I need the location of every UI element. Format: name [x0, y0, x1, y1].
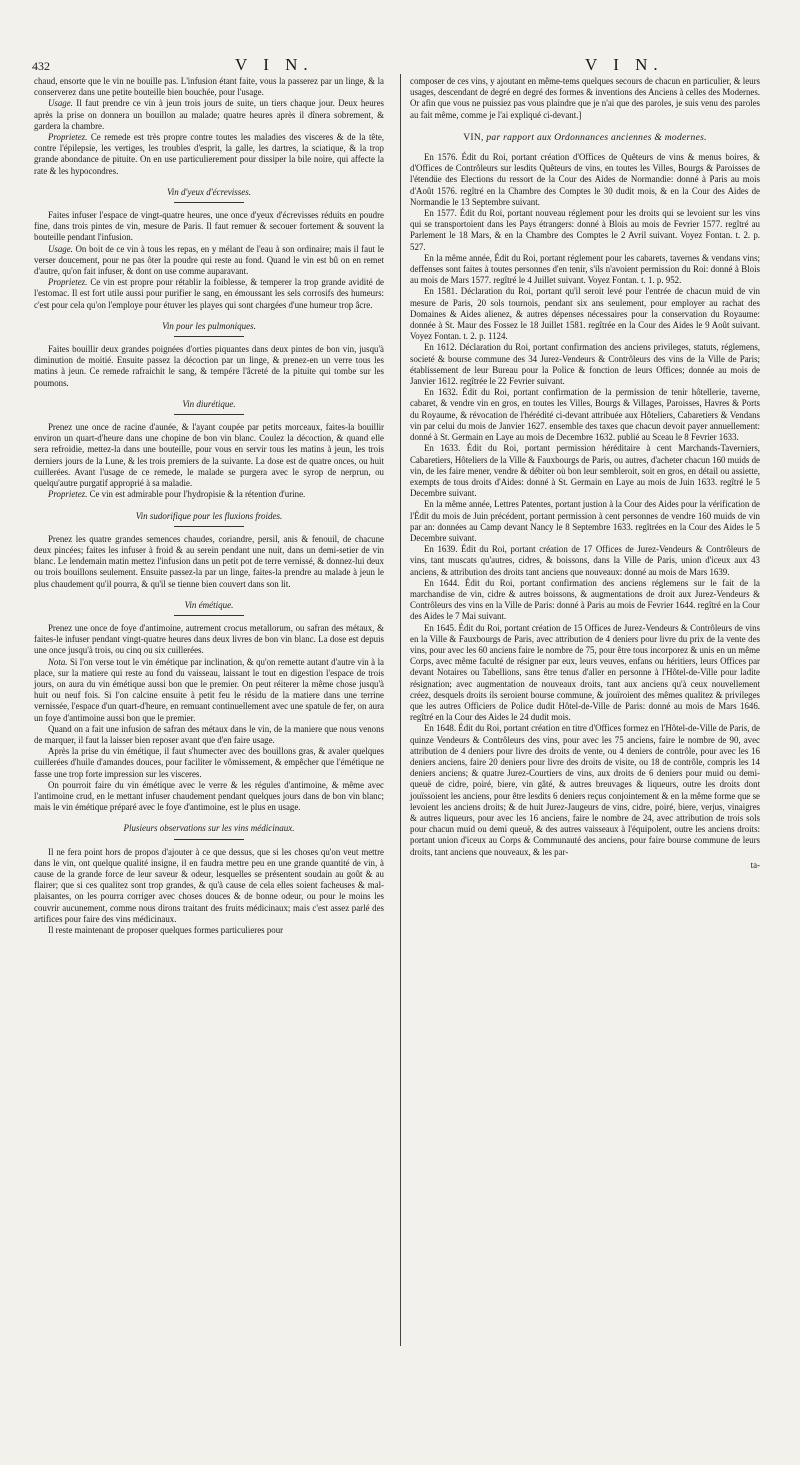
paragraph: Il ne fera point hors de propos d'ajouter à ce que dessus, que si les choses qu'on veut mettre dans le vin, ont quelque qualité insigne, il en faudra mettre peu en une grande quantité de vin, à cause de la grande force de leur saveur & odeur, lesquelles se présentent soudain au goût & au flairer; que si ces qualitez sont trop grandes, & qu'à cause de cela elles soient facheuses & mal-plaisantes, on les pourra corriger avec choses douces & de bonne odeur, ou pour le moins les couvrir aucunement, comme nous dirons traitant des fruits médicinaux; mais c'est assez parlé des artifices pour faire des vins médicinaux. [34, 846, 384, 924]
catchword: ta- [750, 859, 760, 870]
paragraph: En 1645. Édit du Roi, portant création de 15 Offices de Jurez-Vendeurs & Contrôleurs de vins en la Ville & Fauxbourgs de Paris, avec attribution de 4 deniers pour livre du prix de la vente des vins, pour avec les 60 anciens faire le nombre de 75, pour être tous incorporez & unis en un même Corps, avec même faculté de résigner par eux, leurs veuves, enfans ou héritiers, leurs Offices par devant Notaires ou Tabellions, sans être tenus d'aller en personne à l'Hôtel-de-Ville pour ladite résignation; avec augmentation de nouveaux droits, tant aux anciens qu'à ceux nouvellement créez, desquels droits ils seroient bourse commune, & jouïroient des mêmes qualitez & privileges que les autres Officiers de Police dudit Hôtel-de-Ville de Paris: donné au mois de Mars 1646. regîtré en la Cour des Aides le 24 dudit mois. [410, 622, 760, 723]
paragraph: En 1576. Édit du Roi, portant création d'Offices de Quêteurs de vins & menus boires, & d'Offices de Contrôleurs sur lesdits Quêteurs de vins, en toutes les Villes, Bourgs & Paroisses de l'étendüe des Elections du ressort de la Cour des Aides de Normandie: donné à Paris au mois d'Août 1576. regîtré en la Chambre des Comptes le 30 dudit mois, & en la Cour des Aides de Normandie le 13 Septembre suivant. [410, 152, 760, 207]
paragraph-label: Usage. [48, 243, 73, 254]
column-divider [400, 74, 401, 1346]
paragraph: Prenez les quatre grandes semences chaudes, coriandre, persil, anis & fenouil, de chacune deux pincées; faites les infuser à froid & au serein pendant une nuit, dans un demi-setier de vin blanc. Le lendemain matin mettez l'infusion dans un petit pot de terre vernissé, & donnez-lui deux ou trois bouillons seulement. Ensuite passez-la par un linge, faites-la prendre au malade à jeun le plus chaudement qu'il pourra, & qu'il se tienne bien couvert dans son lit. [34, 533, 384, 589]
section-heading: Vin d'yeux d'écrevisses. [34, 187, 384, 203]
section-heading: Vin pour les pulmoniques. [34, 321, 384, 337]
paragraph: En 1633. Édit du Roi, portant permission héréditaire à cent Marchands-Taverniers, Cabaretiers, Hôteliers de la Ville & Fauxbourgs de Paris, ou autres, d'acheter chacun 160 muids de vin, de les faire mener, vendre & débiter où bon leur sembleroit, soit en gros, en détail ou assiette, exempts de tous droits d'Aides: donné à St. Germain en Laye au mois de Juin 1633. regîtré le 5 Decembre suivant. [410, 443, 760, 499]
paragraph: Nota. Si l'on verse tout le vin émétique par inclination, & qu'on remette autant d'autre vin à la place, sur la matiere qui reste au fond du vaisseau, laissant le tout en digestion l'espace de trois jours, on aura du vin émétique aussi bon que le premier. On peut réiterer la même chose jusqu'à huit ou neuf fois. Si l'on calcine ensuite à petit feu le résidu de la matiere dans une terrine vernissée, l'espace d'un quart-d'heure, en remuant continuellement avec une spatule de fer, on aura un foye d'antimoine aussi bon que le premier. [34, 656, 384, 723]
paragraph-label: Proprietez. [48, 489, 88, 500]
paragraph: chaud, ensorte que le vin ne bouille pas. L'infusion étant faite, vous la passerez par un linge, & la conserverez dans une petite bouteille bien bouchée, pour l'usage. [34, 76, 384, 98]
paragraph: composer de ces vins, y ajoutant en même-tems quelques secours de chacun en particulier, & leurs usages, descendant de degré en degré des formes & inventions des Anciens à celles des Modernes. Or afin que vous ne puissiez pas vous plaindre que je n'ai que des paroles, je suis venu des paroles au fait même, comme je l'ai expliqué ci-devant.] [410, 76, 760, 120]
section-heading: VIN, par rapport aux Ordonnances anciennes & modernes. [463, 132, 707, 143]
section-heading: Vin diurétique. [34, 399, 384, 415]
paragraph: Proprietez. Ce vin est propre pour rétablir la foiblesse, & temperer la trop grande avidité de l'estomac. Il est fort utile aussi pour purifier le sang, en émoussant les sels corrosifs des humeurs: c'est pour cela qu'on l'employe pour étuver les playes qui sont chargées d'une humeur trop âcre. [34, 277, 384, 310]
paragraph: Proprietez. Ce vin est admirable pour l'hydropisie & la rétention d'urine. [48, 489, 306, 500]
heading-rule [174, 336, 244, 337]
paragraph: En 1648. Édit du Roi, portant création en titre d'Offices formez en l'Hôtel-de-Ville de Paris, de quinze Vendeurs & Contrôleurs des vins, pour avec les 75 anciens, faire le nombre de 90, avec attribution de 4 deniers pour livre des droits de vente, ou 4 deniers de contrôle, pour avec les 16 deniers anciens, faire 20 deniers pour livre des droits de visite, ou 18 de contrôle, compris les 14 deniers anciens; & quatre Jurez-Courtiers de vins, aux droits de 6 deniers pour muid ou demi-queuë de cidre, poiré, biere, vin gâté, & autres breuvages & liqueurs, outre les droits dont jouïssoient les anciens, pour être lesdits 6 deniers reçus conjointement & en la même forme que se levoient les anciens droits; & de huit Jurez-Jaugeurs de vins, cidre, poiré, biere, verjus, vinaigres & autres liqueurs, pour avec les 16 anciens, faire le nombre de 24, avec attribution de trois sols pour chacun muid ou demi queuë, & des autres vaisseaux à l'équipolent, outre les anciens droits: portant union d'iceux au Corps & Communauté des anciens, pour faire bourse commune de leurs droits, tant anciens que nouveaux, & les par- [410, 723, 760, 857]
section-heading: Plusieurs observations sur les vins médicinaux. [34, 823, 384, 839]
right-column [410, 76, 760, 871]
paragraph: En 1632. Édit du Roi, portant confirmation de la permission de tenir hôtellerie, taverne, cabaret, & vendre vin en gros, en toutes les Villes, Bourgs & Villages, Paroisses, Havres & Ports du Royaume, & révocation de l'hérédité ci-devant attribuée aux Hôteliers, Cabaretiers & Vendans vin par celui du mois de Janvier 1627. ensemble des taxes que chacun devoit payer annuellement: donné à St. Germain en Laye au mois de Decembre 1632. publié au Sceau le 8 Fevrier 1633. [410, 387, 760, 443]
left-column [34, 76, 384, 936]
heading-rule [174, 414, 244, 415]
paragraph-label: Proprietez. [48, 277, 88, 288]
paragraph: Quand on a fait une infusion de safran des métaux dans le vin, de la maniere que nous venons de marquer, il faut la laisser bien reposer avant que d'en faire usage. [34, 723, 384, 745]
paragraph-label: Usage. [48, 98, 73, 109]
left-running-title: V I N. [235, 55, 314, 74]
paragraph: Prenez une once de foye d'antimoine, autrement crocus metallorum, ou safran des métaux, & faites-le infuser pendant vingt-quatre heures dans deux livres de bon vin blanc. La dose est depuis une once jusqu'à trois, ou cinq ou six cuillerées. [34, 622, 384, 656]
right-running-title: V I N. [585, 55, 664, 74]
paragraph: En 1639. Édit du Roi, portant création de 17 Offices de Jurez-Vendeurs & Contrôleurs de vins, tant muscats qu'autres, cidres, & boissons, dans la Ville de Paris, union d'iceux aux 43 anciens, & attribution des droits tant anciens que nouveaux: donné au mois de Mars 1639. [410, 544, 760, 577]
paragraph: En 1577. Édit du Roi, portant nouveau réglement pour les droits qui se levoient sur les vins qui se transportoient dans les Pays étrangers: donné à Blois au mois de Fevrier 1577. regîtré au Parlement le 18 Mars, & en la Chambre des Comptes le 2 Avril suivant. Voyez Fontan. t. 2. p. 527. [410, 208, 760, 252]
paragraph: Proprietez. Ce remede est très propre contre toutes les maladies des visceres & de la tête, contre l'épilepsie, les vertiges, les troubles d'esprit, la galle, les dartres, la sciatique, & la trop grande abondance de pituite. On en use particulierement pour dissiper la bile noire, qui affecte la rate & les hypocondres. [34, 132, 384, 176]
paragraph: Usage. Il faut prendre ce vin à jeun trois jours de suite, un tiers chaque jour. Deux heures après la prise on donnera un bouillon au malade; quatre heures après il dînera sobrement, & gardera la chambre. [34, 98, 384, 131]
paragraph: On pourroit faire du vin émétique avec le verre & les régules d'antimoine, & même avec l'antimoine crud, en le mettant infuser chaudement pendant quelques jours dans de bon vin blanc; mais le vin émétique préparé avec le foye d'antimoine, est le plus en usage. [34, 779, 384, 813]
paragraph: En la même année, Édit du Roi, portant réglement pour les cabarets, tavernes & vendans vins; deffenses sont faites à toutes personnes d'en tenir, s'ils n'avoient permission du Roi: donné à Blois au mois de Mars 1577. regîtré le 4 Juillet suivant. Voyez Fontan. t. 1. p. 952. [410, 252, 760, 286]
paragraph: Après la prise du vin émétique, il faut s'humecter avec des bouillons gras, & avaler quelques cuillerées d'huile d'amandes douces, pour faciliter le vômissement, & empêcher que l'émétique ne fasse une trop forte impression sur les visceres. [34, 746, 384, 779]
paragraph: Faites bouillir deux grandes poignées d'orties piquantes dans deux pintes de bon vin, jusqu'à diminution de moitié. Ensuite passez la décoction par un linge, & prenez-en un verre tous les matins à jeun. Ce remede rafraichit le sang, & tempére l'âcreté de la pituite qui tombe sur les poumons. [34, 344, 384, 388]
paragraph: En 1612. Déclaration du Roi, portant confirmation des anciens privileges, statuts, réglemens, societé & bourse commune des 34 Jurez-Vendeurs & Contrôleurs des vins de la Ville de Paris; établissement de leur Bureau pour la Police & fonction de leurs Offices; donnée au mois de Janvier 1612. regîtrée le 22 Fevrier suivant. [410, 342, 760, 387]
paragraph: En 1581. Déclaration du Roi, portant qu'il seroit levé pour l'entrée de chacun muid de vin mesure de Paris, 20 sols tournois, pendant six ans seulement, pour employer au rachat des Domaines & Aides alienez, & autres dépenses nécessaires pour la conservation du Royaume: donnée à St. Maur des Fossez le 18 Juillet 1581. regîtrée en la Cour des Aides le 9 Août suivant. Voyez Fontan. t. 2. p. 1124. [410, 286, 760, 342]
section-heading: Vin sudorifique pour les fluxions froides. [34, 511, 384, 527]
paragraph: Prenez une once de racine d'aunée, & l'ayant coupée par petits morceaux, faites-la bouillir environ un quart-d'heure dans une chopine de bon vin blanc. Coulez la décoction, & quand elle sera refroidie, mettez-la dans une bouteille, pour vous en servir tous les matins à jeun, les trois derniers jours de la Lune, & les trois premiers de la suivante. La dose est de quatre onces, ou huit cuillerées. Avant l'usage de ce remede, le malade se purgera avec le syrop de nerprun, ou quelqu'autre purgatif approprié à sa maladie. [34, 422, 384, 489]
heading-rule [174, 526, 244, 527]
paragraph: En la même année, Lettres Patentes, portant justion à la Cour des Aides pour la vérification de l'Édit du mois de Juin précédent, portant permission à cent personnes de vendre 160 muids de vin par an: données au Camp devant Nancy le 8 Septembre 1633. regîtrées en la Cour des Aides le 5 Decembre suivant. [410, 499, 760, 543]
paragraph-label: Proprietez. [48, 132, 88, 143]
paragraph: Faites infuser l'espace de vingt-quatre heures, une once d'yeux d'écrevisses réduits en poudre fine, dans trois pintes de vin, mesure de Paris. Il faut remuer & secouer fortement & souvent la bouteille pendant l'infusion. [34, 210, 384, 243]
section-heading: Vin émétique. [34, 600, 384, 616]
heading-rule [174, 202, 244, 203]
paragraph: Usage. On boit de ce vin à tous les repas, en y mélant de l'eau à son ordinaire; mais il faut le verser doucement, pour ne pas ôter la poudre qui reste au fond. Quand le vin est bû on en remet d'autre, qu'on fait infuser, & dont on use comme auparavant. [34, 243, 384, 277]
paragraph: Il reste maintenant de proposer quelques formes particulieres pour [48, 925, 284, 935]
heading-rule [174, 839, 244, 840]
heading-rule [174, 615, 244, 616]
page-number: 432 [32, 59, 50, 73]
paragraph: En 1644. Édit du Roi, portant confirmation des anciens réglemens sur le fait de la marchandise de vin, cidre & autres boissons, & augmentations de droit aux Jurez-Vendeurs & Contrôleurs des vins en la Ville de Paris: donné à Paris au mois de Fevrier 1644. regîtré en la Cour des Aides le 7 Mai suivant. [410, 577, 760, 622]
paragraph-label: Nota. [48, 656, 68, 667]
